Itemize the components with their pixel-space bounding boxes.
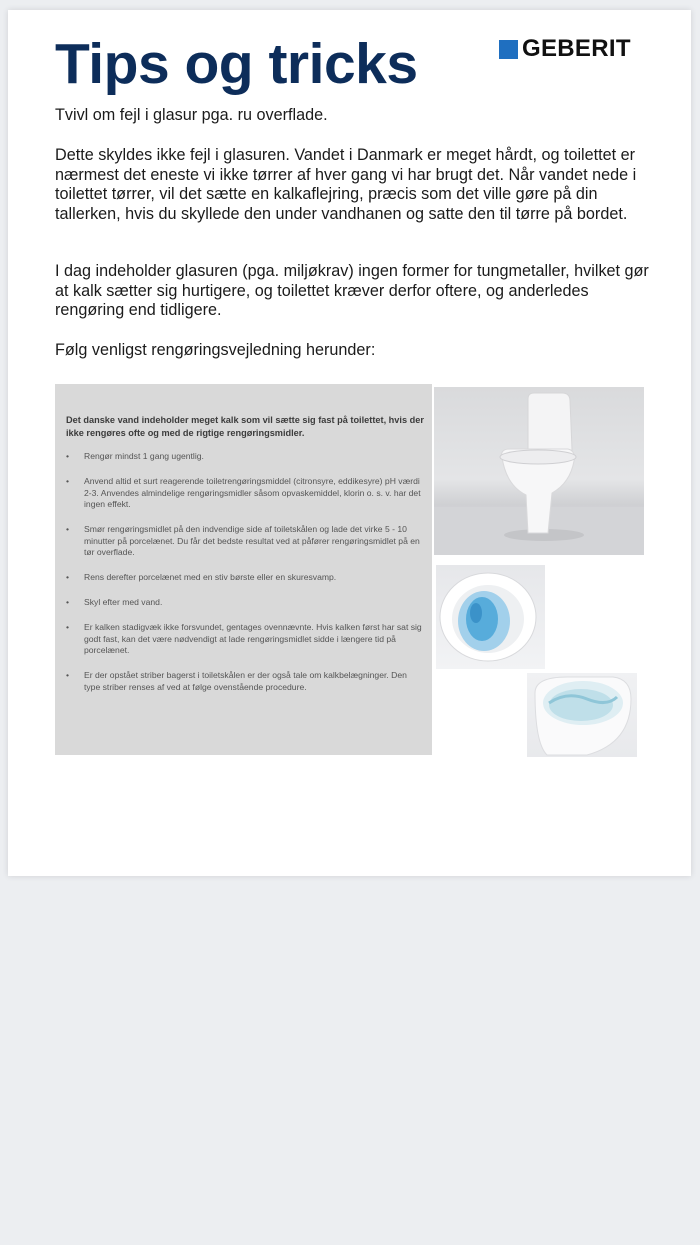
bullet: • (66, 572, 70, 582)
page-title: Tips og tricks (55, 32, 418, 96)
glaze-paragraph: I dag indeholder glasuren (pga. miljøkrav) ingen former for tungmetaller, hvilket gør at kalk sætter sig hurtigere, og toilettet kræver derfor oftere, og anderledes rengøring end tidligere. (55, 262, 649, 319)
bowl-illustration (436, 565, 545, 669)
intro-paragraph: Tvivl om fejl i glasur pga. ru overflade. (55, 106, 328, 124)
list-item (55, 524, 432, 559)
list-item-text: Rengør mindst 1 gang ugentlig. (84, 451, 204, 461)
list-item-text: Er kalken stadigvæk ikke forsvundet, gentages ovennævnte. Hvis kalken først har sat sig godt fast, kan det være nødvendigt at lade rengøringsmidlet sidde i længere tid på porcelænet. (84, 622, 422, 655)
cleaning-steps-list (55, 451, 432, 707)
instruction-lead: Følg venligst rengøringsvejledning herunder: (55, 341, 376, 359)
list-item (55, 451, 432, 463)
list-item-text: Smør rengøringsmidlet på den indvendige side af toiletskålen og lade det virke 5 - 10 minutter på porcelænet. Du får det bedste resultat ved at påfører rengøringsmidlet på en tør overflade. (84, 524, 420, 557)
rinse-illustration (527, 673, 637, 757)
toilet-bowl-rinse-photo (527, 673, 637, 757)
bullet: • (66, 670, 70, 680)
explanation-paragraph: Dette skyldes ikke fejl i glasuren. Vandet i Danmark er meget hårdt, og toilettet er nærmest det eneste vi ikke tørrer af hver gang vi har brugt det. Når vandet nede i toilettet tørrer, vil det sætte en kalkaflejring, præcis som det ville gøre på din tallerken, hvis du skyllede den under vandhanen og satte den til tørre på bordet. (55, 146, 637, 223)
list-item-text: Er der opstået striber bagerst i toiletskålen er der også tale om kalkbelægninger. Den type striber renses af ved at følge ovenstående procedure. (84, 670, 407, 692)
bullet: • (66, 622, 70, 632)
panel-intro: Det danske vand indeholder meget kalk som vil sætte sig fast på toilettet, hvis der ikke rengøres ofte og med de rigtige rengøringsmidler. (66, 415, 424, 438)
toilet-illustration (434, 387, 644, 555)
cleaning-guide-panel (55, 384, 432, 755)
list-item (55, 597, 432, 609)
list-item (55, 670, 432, 693)
bullet: • (66, 476, 70, 486)
document-page (8, 10, 691, 876)
list-item (55, 476, 432, 511)
list-item (55, 572, 432, 584)
geberit-logo (499, 37, 631, 61)
list-item-text: Rens derefter porcelænet med en stiv børste eller en skuresvamp. (84, 572, 337, 582)
list-item-text: Anvend altid et surt reagerende toiletrengøringsmiddel (citronsyre, eddikesyre) pH værdi 2-3. Anvendes almindelige rengøringsmidler såsom opvaskemiddel, klorin o. s. v. har det ingen effekt. (84, 476, 421, 509)
list-item (55, 622, 432, 657)
list-item-text: Skyl efter med vand. (84, 597, 163, 607)
bullet: • (66, 597, 70, 607)
logo-text: GEBERIT (522, 35, 631, 62)
bullet: • (66, 524, 70, 534)
toilet-photo (434, 387, 644, 555)
logo-square-icon (499, 40, 518, 59)
toilet-bowl-blue-cleaner-photo (436, 565, 545, 669)
bullet: • (66, 451, 70, 461)
